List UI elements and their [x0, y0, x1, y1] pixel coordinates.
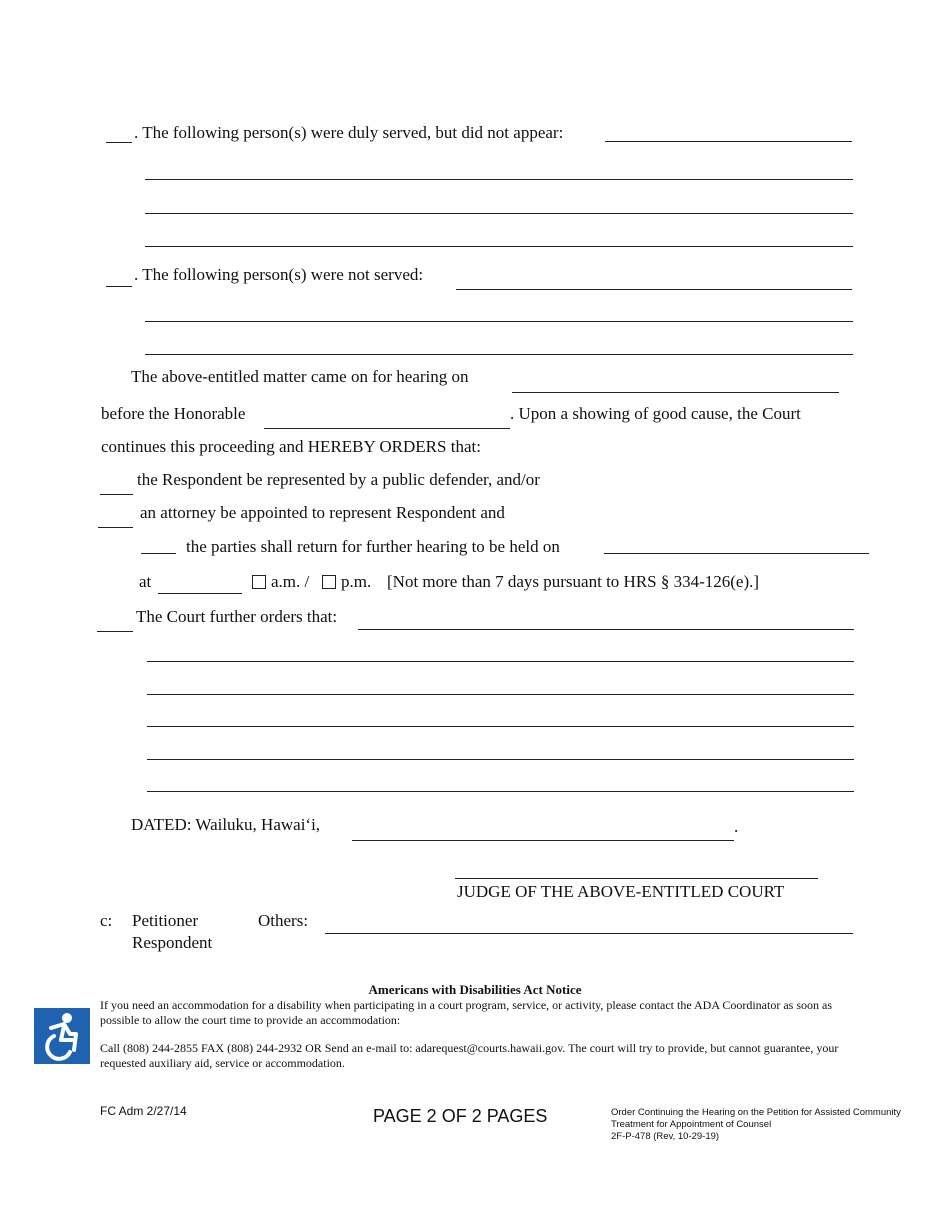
not-served-input-line[interactable]: [456, 289, 852, 290]
am-label: a.m. /: [271, 572, 310, 591]
time-input-line[interactable]: [158, 593, 242, 594]
form-id: FC Adm 2/27/14: [100, 1104, 187, 1118]
pm-label: p.m.: [341, 572, 372, 591]
at-label: at: [139, 572, 152, 591]
not-appear-checkbox-line[interactable]: [106, 142, 132, 143]
not-appear-input-line[interactable]: [605, 141, 852, 142]
dated-period: .: [734, 817, 739, 836]
not-served-checkbox-line[interactable]: [106, 286, 132, 287]
not-served-label: . The following person(s) were not served:: [134, 265, 424, 284]
further-orders-line-1[interactable]: [358, 629, 854, 630]
not-appear-line-3[interactable]: [145, 213, 853, 214]
ada-notice-text-2: Call (808) 244-2855 FAX (808) 244-2932 OR Send an e-mail to: adarequest@courts.hawaii.gov. The court will try to provide, but cannot guarantee, your requested auxiliary aid, service or accommodation.: [100, 1041, 839, 1070]
further-orders-line-3[interactable]: [147, 694, 854, 695]
not-served-line-2[interactable]: [145, 321, 853, 322]
dated-label: DATED: Wailuku, Hawai‘i,: [131, 815, 321, 834]
return-checkbox-line[interactable]: [141, 553, 176, 554]
cc-others-label: Others:: [258, 911, 309, 930]
further-orders-line-2[interactable]: [147, 661, 854, 662]
further-orders-label: The Court further orders that:: [136, 607, 338, 626]
not-appear-line-4[interactable]: [145, 246, 853, 247]
further-orders-line-5[interactable]: [147, 759, 854, 760]
further-orders-checkbox-line[interactable]: [97, 631, 133, 632]
cc-petitioner: Petitioner: [132, 911, 199, 930]
accessibility-icon: [34, 1008, 90, 1064]
not-appear-line-2[interactable]: [145, 179, 853, 180]
continues-text: continues this proceeding and HEREBY ORDERS that:: [101, 437, 481, 456]
public-defender-text: the Respondent be represented by a public defender, and/or: [137, 470, 540, 489]
cc-respondent: Respondent: [132, 933, 213, 952]
judge-signature-line[interactable]: [455, 878, 818, 879]
further-orders-line-6[interactable]: [147, 791, 854, 792]
hearing-text: The above-entitled matter came on for hearing on: [131, 367, 469, 386]
hearing-date-line[interactable]: [512, 392, 839, 393]
before-honorable-text: before the Honorable: [101, 404, 246, 423]
pm-checkbox[interactable]: [322, 575, 336, 589]
ada-notice-title: Americans with Disabilities Act Notice: [368, 982, 582, 997]
page-number: PAGE 2 OF 2 PAGES: [373, 1106, 548, 1126]
dated-input-line[interactable]: [352, 840, 734, 841]
footer-title-line-1: Order Continuing the Hearing on the Petition for Assisted Community: [611, 1107, 901, 1118]
judge-title: JUDGE OF THE ABOVE-ENTITLED COURT: [457, 882, 785, 901]
ada-notice-text-1: If you need an accommodation for a disability when participating in a court program, service, or activity, please contact the ADA Coordinator as soon as possible to allow the court time to provide an accommodation:: [100, 998, 832, 1027]
attorney-text: an attorney be appointed to represent Respondent and: [140, 503, 505, 522]
am-checkbox[interactable]: [252, 575, 266, 589]
not-served-line-3[interactable]: [145, 354, 853, 355]
hrs-note: [Not more than 7 days pursuant to HRS § 334-126(e).]: [387, 572, 760, 591]
further-orders-line-4[interactable]: [147, 726, 854, 727]
public-defender-checkbox-line[interactable]: [100, 494, 133, 495]
cc-others-line[interactable]: [325, 933, 853, 934]
judge-name-line[interactable]: [264, 428, 510, 429]
attorney-checkbox-line[interactable]: [98, 527, 133, 528]
not-appear-label: . The following person(s) were duly served, but did not appear:: [134, 123, 564, 142]
cc-label: c:: [100, 911, 113, 930]
footer-revision: 2F-P-478 (Rev, 10-29-19): [611, 1131, 720, 1142]
good-cause-text: . Upon a showing of good cause, the Court: [510, 404, 801, 423]
footer-title-line-2: Treatment for Appointment of Counsel: [611, 1119, 772, 1130]
return-date-line[interactable]: [604, 553, 869, 554]
return-text: the parties shall return for further hearing to be held on: [186, 537, 560, 556]
